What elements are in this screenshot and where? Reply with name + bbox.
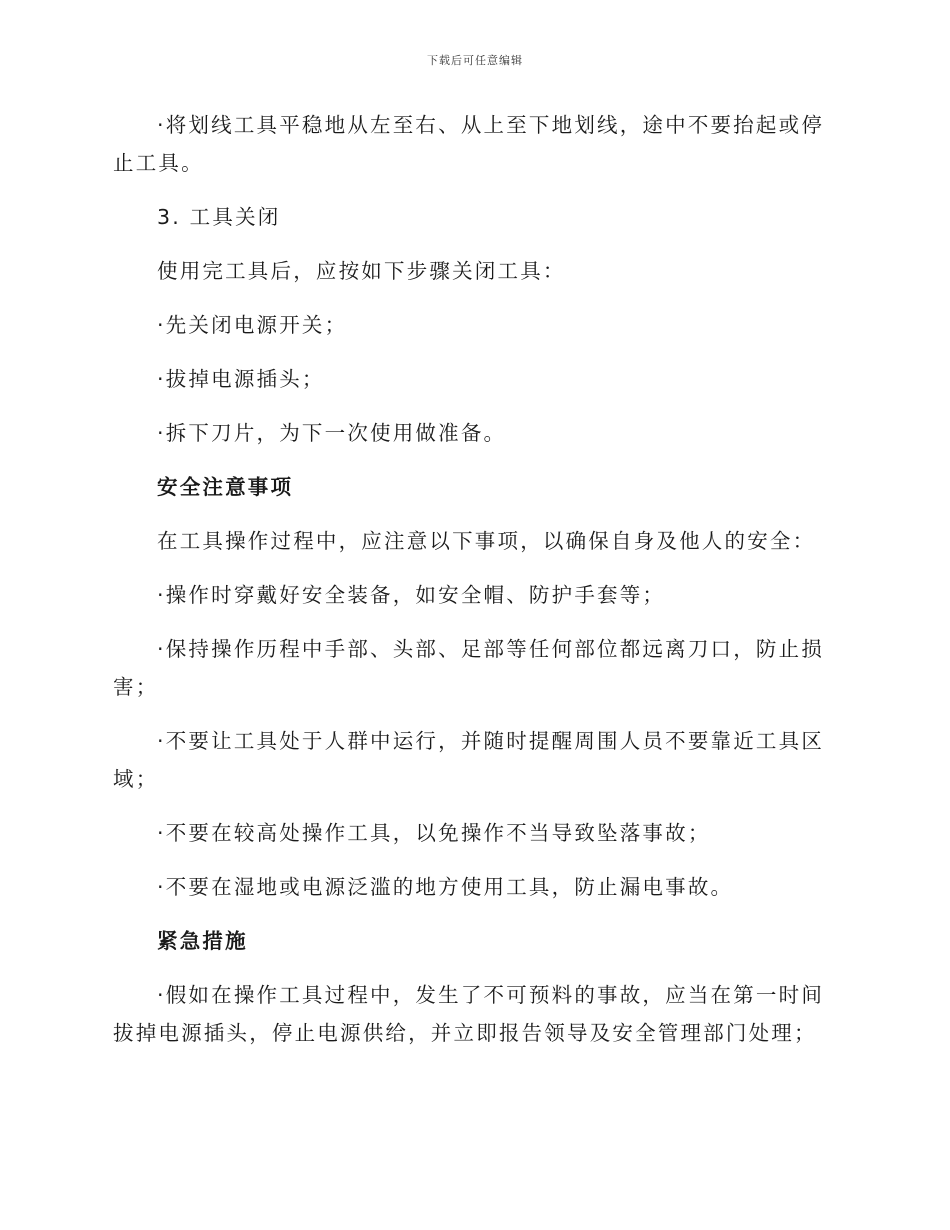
paragraph-draw-line: ·将划线工具平稳地从左至右、从上至下地划线，途中不要抬起或停止工具。 [113, 113, 825, 175]
list-item-safety-gear: ·操作时穿戴好安全装备，如安全帽、防护手套等； [157, 583, 666, 607]
section-heading-emergency: 紧急措施 [157, 929, 248, 953]
document-body [113, 106, 825, 1052]
list-item-unplug: ·拔掉电源插头； [157, 367, 325, 391]
list-item-wet: ·不要在湿地或电源泛滥的地方使用工具，防止漏电事故。 [157, 875, 734, 899]
section-heading-safety: 安全注意事项 [157, 475, 294, 499]
section-heading-tool-close: 3. 工具关闭 [157, 205, 281, 229]
list-item-emergency: ·假如在操作工具过程中，发生了不可预料的事故，应当在第一时间拔掉电源插头，停止电源供给，并立即报告领导及安全管理部门处理； [113, 983, 825, 1045]
list-item-keep-away: ·保持操作历程中手部、头部、足部等任何部位都远离刀口，防止损害； [113, 637, 825, 699]
paragraph-close-intro: 使用完工具后，应按如下步骤关闭工具： [157, 259, 566, 283]
page-header: 下载后可任意编辑 [427, 54, 523, 67]
list-item-crowd: ·不要让工具处于人群中运行，并随时提醒周围人员不要靠近工具区域； [113, 729, 825, 791]
list-item-remove-blade: ·拆下刀片，为下一次使用做准备。 [157, 421, 507, 445]
paragraph-safety-intro: 在工具操作过程中，应注意以下事项，以确保自身及他人的安全： [157, 529, 816, 553]
list-item-height: ·不要在较高处操作工具，以免操作不当导致坠落事故； [157, 821, 711, 845]
list-item-power-switch: ·先关闭电源开关； [157, 313, 348, 337]
